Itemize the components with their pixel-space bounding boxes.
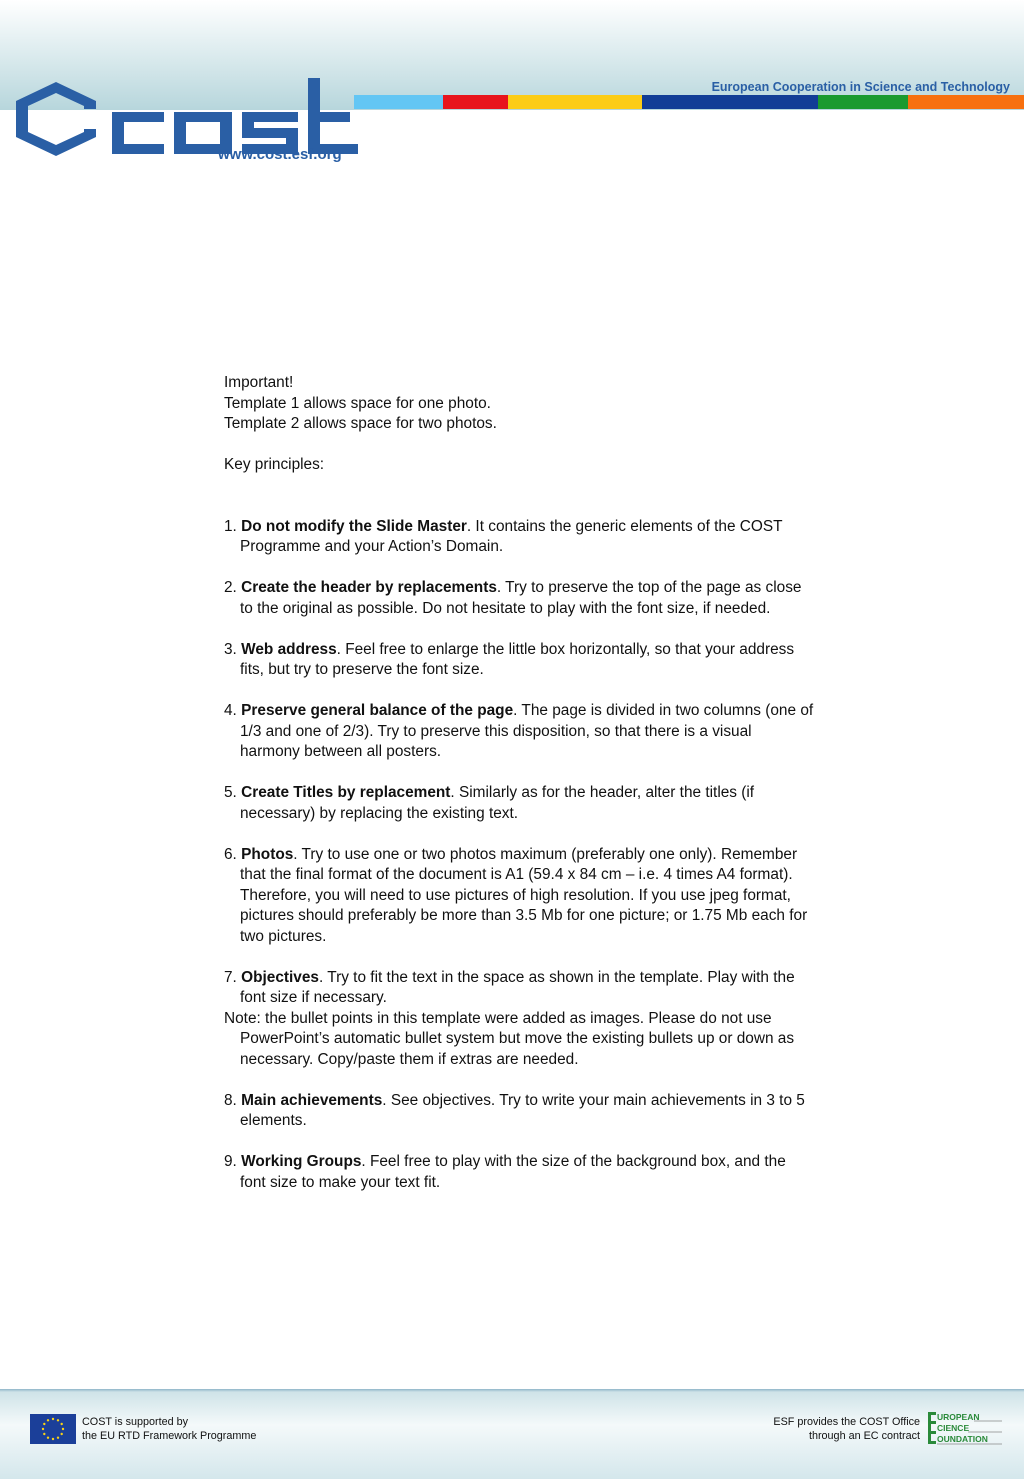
strip-orange (908, 95, 1024, 109)
intro-template-1: Template 1 allows space for one photo. (224, 394, 491, 412)
item-number: 8. (224, 1091, 237, 1109)
item-number: 1. (224, 517, 237, 535)
item-number: 7. (224, 968, 237, 986)
document-body (224, 373, 814, 1193)
strip-dark-blue (642, 95, 818, 109)
principle-item-9 (224, 1152, 814, 1193)
item-title: Web address (241, 640, 337, 658)
header-tagline: European Cooperation in Science and Technology (711, 80, 1010, 94)
principle-item-3 (224, 640, 814, 681)
principle-item-4 (224, 701, 814, 763)
color-strip (354, 95, 1024, 109)
item-text: . Try to fit the text in the space as shown in the template. Play with the font size if necessary. (240, 968, 795, 1006)
item-title: Preserve general balance of the page (241, 702, 514, 719)
svg-text:OUNDATION: OUNDATION (937, 1434, 988, 1444)
principle-item-8 (224, 1091, 814, 1132)
principle-note: Note: the bullet points in this template were added as images. Please do not use PowerPoint’s automatic bullet system but move the existing bullets up or down as necessary. Copy/paste them if extras are needed. (224, 1009, 795, 1068)
eu-flag-icon (30, 1414, 76, 1444)
item-text: . Try to preserve the top of the page as close to the original as possible. Do not hesitate to play with the font size, if needed. (240, 579, 802, 617)
item-text: . Similarly as for the header, alter the titles (if necessary) by replacing the existing text. (240, 784, 755, 822)
footer-left-line-1: COST is supported by (82, 1416, 189, 1428)
intro-important: Important! (224, 374, 294, 391)
strip-red (443, 95, 508, 109)
principle-item-5 (224, 783, 814, 824)
strip-yellow (508, 95, 642, 109)
item-number: 3. (224, 640, 237, 658)
footer-right-line-1: ESF provides the COST Office (773, 1416, 920, 1428)
principle-item-2 (224, 578, 814, 619)
item-number: 4. (224, 702, 237, 719)
intro-template-2: Template 2 allows space for two photos. (224, 415, 497, 432)
svg-text:UROPEAN: UROPEAN (937, 1412, 980, 1422)
item-text: . The page is divided in two columns (one of 1/3 and one of 2/3). Try to preserve this disposition, so that there is a visual harmony between all posters. (240, 702, 814, 760)
item-title: Create the header by replacements (241, 579, 497, 596)
key-principles-heading: Key principles: (224, 456, 325, 473)
item-number: 5. (224, 784, 237, 801)
item-title: Objectives (241, 968, 319, 986)
principle-item-7 (224, 968, 814, 1009)
item-text: . Try to use one or two photos maximum (preferably one only). Remember that the final format of the document is A1 (59.4 x 84 cm – i.e. 4 times A4 format). Therefore, you will need to use pictures of high resolution. If you use jpeg format, pictures should preferably be more than 3.5 Mb for one picture; or 1.75 Mb each for two pictures. (240, 845, 808, 945)
item-text: . See objectives. Try to write your main achievements in 3 to 5 elements. (240, 1091, 805, 1129)
item-title: Working Groups (241, 1153, 362, 1170)
principle-item-1 (224, 517, 814, 558)
strip-light-blue (354, 95, 443, 109)
footer-right-line-2: through an EC contract (808, 1430, 920, 1442)
item-number: 6. (224, 845, 237, 863)
strip-green (818, 95, 908, 109)
esf-logo (928, 1411, 1004, 1445)
item-text: . Feel free to play with the size of the background box, and the font size to make your text fit. (240, 1153, 786, 1191)
web-address: www.cost.esf.org (218, 146, 342, 163)
principle-item-6 (224, 845, 814, 948)
item-title: Photos (241, 845, 294, 863)
item-title: Do not modify the Slide Master (241, 517, 467, 535)
item-title: Create Titles by replacement (241, 784, 451, 801)
item-number: 2. (224, 579, 237, 596)
item-title: Main achievements (241, 1091, 383, 1109)
footer-eu-support (82, 1415, 256, 1443)
footer-left-line-2: the EU RTD Framework Programme (82, 1430, 257, 1442)
item-text: . Feel free to enlarge the little box horizontally, so that your address fits, but try to preserve the font size. (240, 640, 795, 678)
item-number: 9. (224, 1153, 237, 1170)
footer-esf-note (773, 1415, 920, 1443)
item-text: . It contains the generic elements of the COST Programme and your Action’s Domain. (240, 517, 783, 555)
svg-text:CIENCE: CIENCE (937, 1423, 970, 1433)
